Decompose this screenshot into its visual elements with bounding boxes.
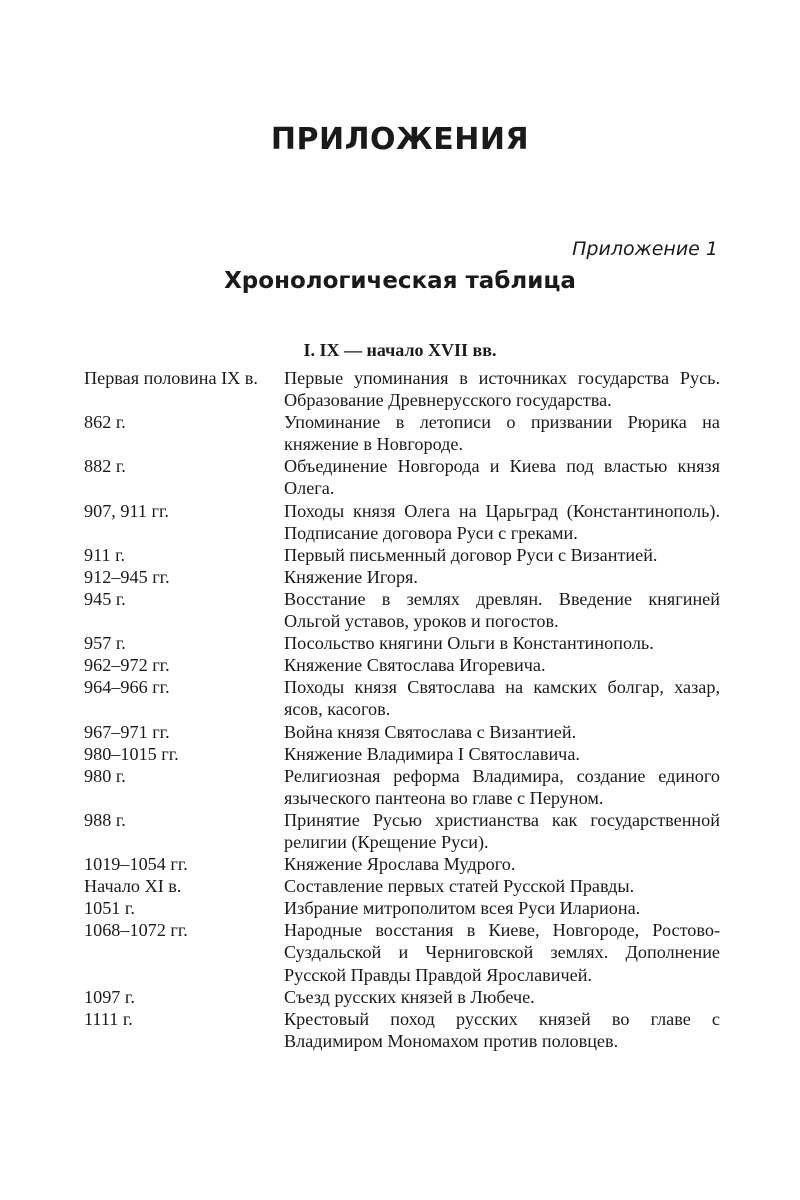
row-date: 911 г. [84, 544, 126, 565]
row-event: Посольство княгини Ольги в Константинополь. [284, 633, 654, 654]
table-title: Хронологическая таблица [224, 268, 576, 294]
row-event: Упоминание в летописи о призвании Рюрика на княжение в Новгороде. [284, 412, 720, 455]
row-event: Крестовый поход русских князей во главе с Владимиром Мономахом против половцев. [284, 1008, 720, 1051]
row-event: Религиозная реформа Владимира, создание единого языческого пантеона во главе с Перуном. [284, 765, 720, 808]
row-event: Походы князя Олега на Царьград (Константинополь). Подписание договора Руси с греками. [284, 500, 720, 543]
row-event: Первый письменный договор Руси с Византией. [284, 544, 658, 565]
table-row [84, 654, 720, 676]
row-event: Составление первых статей Русской Правды. [284, 876, 635, 897]
row-date: 964–966 гг. [84, 677, 170, 698]
row-date: 980–1015 гг. [84, 743, 179, 764]
table-row [84, 765, 720, 809]
table-row [84, 411, 720, 455]
row-date: 962–972 гг. [84, 655, 170, 676]
row-date: 1097 г. [84, 986, 135, 1007]
row-date: 882 г. [84, 456, 126, 477]
row-date: Начало XI в. [84, 876, 182, 897]
table-row [84, 919, 720, 985]
row-event: Народные восстания в Киеве, Новгороде, Ростово-Суздальской и Черниговской землях. Дополнение Русской Правды Правдой Ярославичей. [284, 920, 720, 985]
table-row [84, 853, 720, 875]
row-date: 1068–1072 гг. [84, 920, 188, 941]
table-row [84, 632, 720, 654]
row-date: 1051 г. [84, 898, 135, 919]
row-event: Объединение Новгорода и Киева под властью князя Олега. [284, 456, 720, 499]
row-date: 980 г. [84, 765, 126, 786]
row-date: 1019–1054 гг. [84, 854, 188, 875]
row-event: Съезд русских князей в Любече. [284, 986, 535, 1007]
chronology-table [84, 367, 720, 1052]
row-date: 988 г. [84, 809, 126, 830]
row-event: Походы князя Святослава на камских болгар, хазар, ясов, касогов. [284, 677, 720, 720]
table-row [84, 588, 720, 632]
table-row [84, 743, 720, 765]
row-event: Избрание митрополитом всея Руси Илариона. [284, 898, 641, 919]
table-row [84, 721, 720, 743]
row-event: Первые упоминания в источниках государства Русь. Образование Древнерусского государства. [284, 368, 720, 411]
table-row [84, 897, 720, 919]
table-row [84, 500, 720, 544]
section-title: I. IX — начало XVII вв. [303, 340, 497, 360]
row-date: 967–971 гг. [84, 721, 170, 742]
row-date: Первая половина IX в. [84, 368, 258, 388]
table-row [84, 676, 720, 720]
row-date: 862 г. [84, 412, 126, 433]
row-event: Восстание в землях древлян. Введение княгиней Ольгой уставов, уроков и погостов. [284, 588, 720, 632]
appendix-label: Приложение 1 [572, 238, 718, 260]
row-date: 912–945 гг. [84, 566, 170, 587]
row-date: 945 г. [84, 588, 126, 609]
page-title: ПРИЛОЖЕНИЯ [270, 122, 530, 157]
row-event: Княжение Владимира I Святославича. [284, 743, 580, 764]
table-row [84, 367, 720, 411]
table-row [84, 809, 720, 853]
row-date: 957 г. [84, 633, 126, 654]
table-row [84, 986, 720, 1008]
row-date: 1111 г. [84, 1008, 133, 1029]
row-event: Война князя Святослава с Византией. [284, 721, 577, 742]
row-event: Княжение Игоря. [284, 566, 418, 587]
table-row [84, 1008, 720, 1052]
row-event: Принятие Русью христианства как государственной религии (Крещение Руси). [284, 809, 720, 852]
chronology-table-body [84, 367, 720, 1052]
row-event: Княжение Святослава Игоревича. [284, 655, 546, 676]
table-row [84, 455, 720, 499]
table-row [84, 566, 720, 588]
row-date: 907, 911 гг. [84, 500, 169, 521]
row-event: Княжение Ярослава Мудрого. [284, 854, 516, 875]
table-row [84, 544, 720, 566]
table-row [84, 875, 720, 897]
